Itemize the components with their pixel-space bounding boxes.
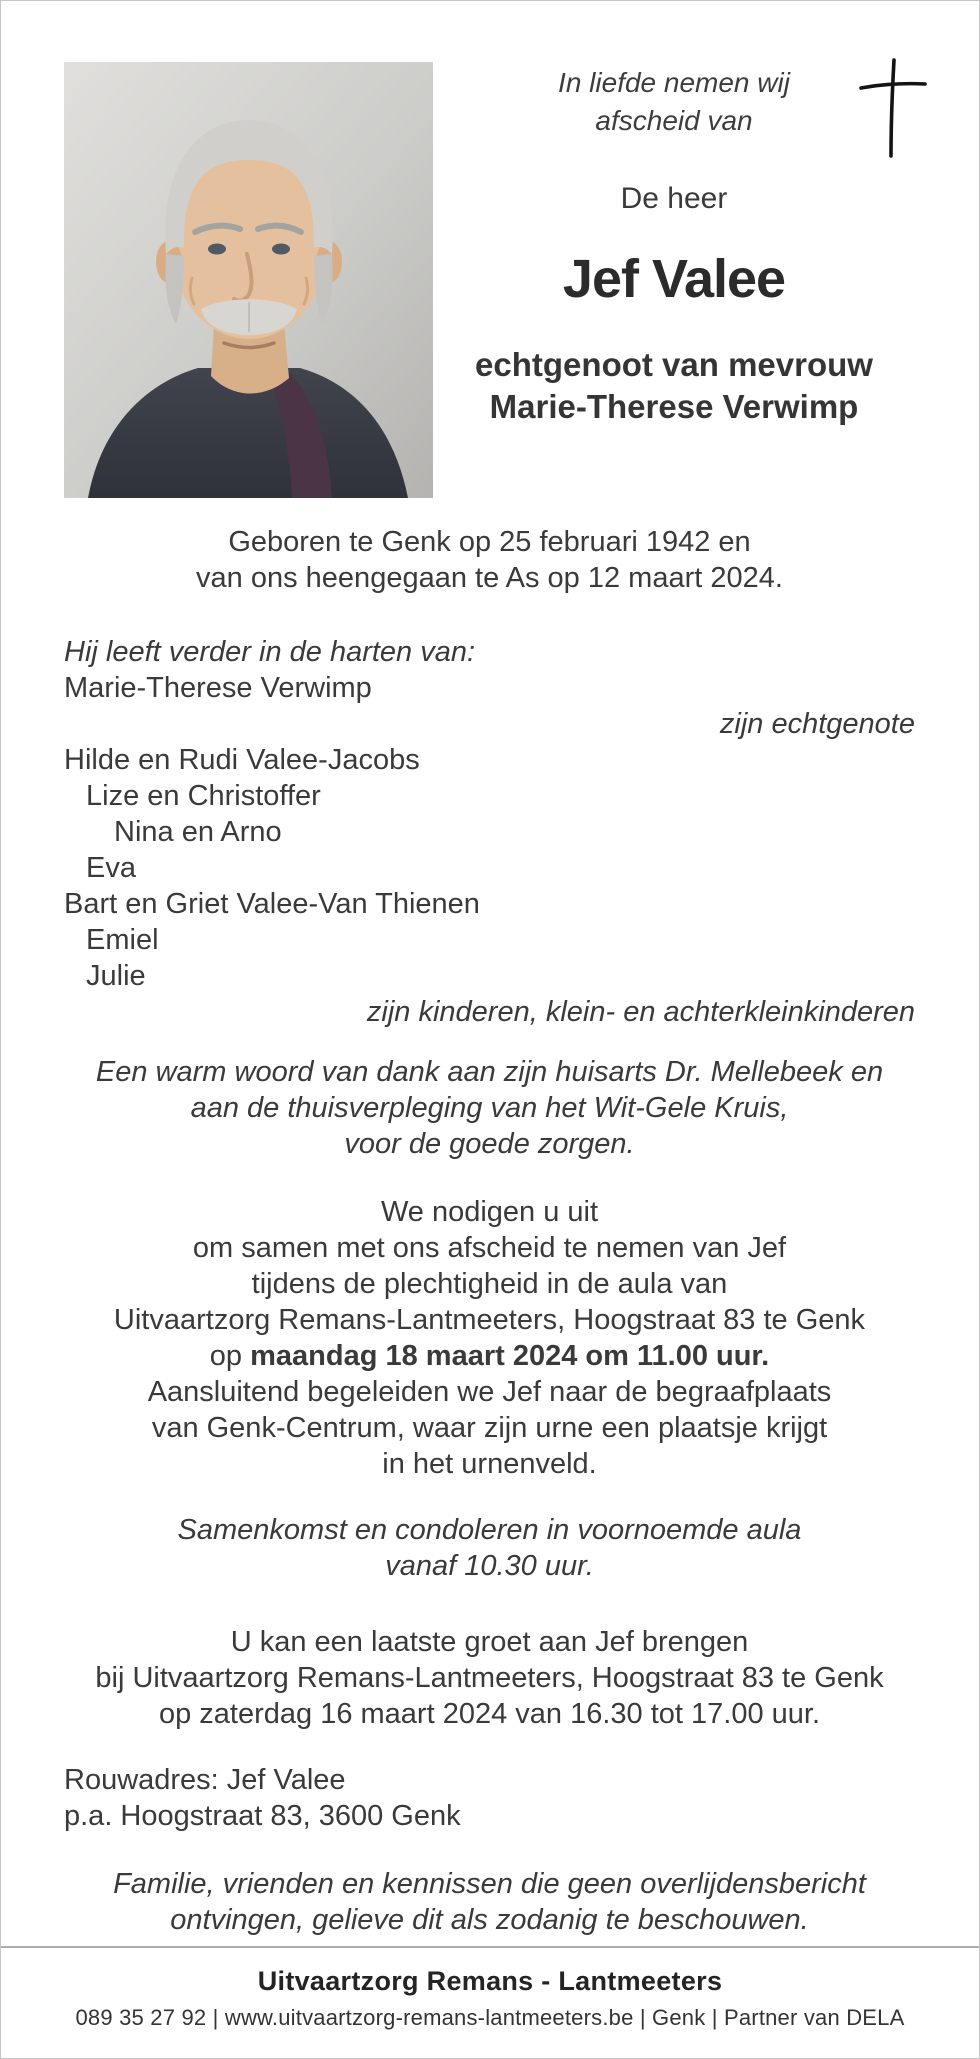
ceremony-line7: van Genk-Centrum, waar zijn urne een plaatsje krijgt <box>151 1412 828 1444</box>
farewell-intro-line1: In liefde nemen wij <box>558 67 790 98</box>
mourning-address-line2: p.a. Hoogstraat 83, 3600 Genk <box>64 1800 461 1832</box>
last-greeting-text <box>64 1624 915 1732</box>
notice-line2: ontvingen, gelieve dit als zodanig te beschouwen. <box>170 1904 809 1936</box>
birth-death-line1: Geboren te Genk op 25 februari 1942 en <box>228 526 751 558</box>
footer <box>1 1948 979 2032</box>
salutation: De heer <box>620 182 728 215</box>
spouse-block <box>433 344 915 428</box>
notice-text <box>64 1866 915 1938</box>
deceased-name: Jef Valee <box>562 249 786 309</box>
condolence-line1: Samenkomst en condoleren in voornoemde aula <box>177 1514 802 1546</box>
spouse-line1: echtgenoot van mevrouw <box>475 346 873 383</box>
header-section <box>1 1 979 498</box>
family-spouse-role: zijn echtgenote <box>719 708 915 740</box>
family-member: Hilde en Rudi Valee-Jacobs <box>64 744 420 776</box>
main-content <box>1 524 979 1938</box>
condolence-text <box>64 1512 915 1584</box>
ceremony-date-bold: maandag 18 maart 2024 om 11.00 uur. <box>250 1340 770 1372</box>
family-spouse-name: Marie-Therese Verwimp <box>64 672 372 704</box>
ceremony-line4: Uitvaartzorg Remans-Lantmeeters, Hoogstraat 83 te Genk <box>113 1304 866 1336</box>
spouse-line2: Marie-Therese Verwimp <box>489 388 859 425</box>
mourning-address <box>64 1762 915 1834</box>
header-text <box>433 62 915 498</box>
family-member: Emiel <box>86 924 159 956</box>
portrait-photo-illustration <box>64 62 433 498</box>
ceremony-line8: in het urnenveld. <box>382 1448 597 1480</box>
thanks-line2: aan de thuisverpleging van het Wit-Gele Kruis, <box>190 1092 789 1124</box>
birth-death-text <box>64 524 915 596</box>
family-member: Eva <box>86 852 136 884</box>
greeting-line2: bij Uitvaartzorg Remans-Lantmeeters, Hoogstraat 83 te Genk <box>95 1662 884 1694</box>
greeting-line1: U kan een laatste groet aan Jef brengen <box>230 1626 749 1658</box>
birth-death-line2: van ons heengegaan te As op 12 maart 2024. <box>196 562 783 594</box>
thanks-text <box>64 1054 915 1162</box>
ceremony-date-line <box>64 1338 915 1374</box>
ceremony-text <box>64 1194 915 1482</box>
farewell-intro-line2: afscheid van <box>595 105 753 136</box>
family-member: Bart en Griet Valee-Van Thienen <box>64 888 480 920</box>
notice-line1: Familie, vrienden en kennissen die geen overlijdensbericht <box>113 1868 866 1900</box>
cross-icon <box>853 57 931 159</box>
family-member: Nina en Arno <box>114 816 282 848</box>
ceremony-date-prefix: op <box>209 1340 251 1372</box>
funeral-home-contact: 089 35 27 92 | www.uitvaartzorg-remans-lantmeeters.be | Genk | Partner van DELA <box>75 2005 905 2030</box>
thanks-line3: voor de goede zorgen. <box>344 1128 635 1160</box>
ceremony-line1: We nodigen u uit <box>380 1196 599 1228</box>
family-member: Julie <box>86 960 146 992</box>
greeting-line3: op zaterdag 16 maart 2024 van 16.30 tot 17.00 uur. <box>158 1698 821 1730</box>
family-members-role: zijn kinderen, klein- en achterkleinkinderen <box>366 996 915 1028</box>
portrait-photo <box>64 62 433 498</box>
ceremony-line6: Aansluitend begeleiden we Jef naar de begraafplaats <box>147 1376 832 1408</box>
mourning-address-line1: Rouwadres: Jef Valee <box>64 1764 346 1796</box>
family-member: Lize en Christoffer <box>86 780 321 812</box>
funeral-home-name: Uitvaartzorg Remans - Lantmeeters <box>257 1966 723 1996</box>
family-intro: Hij leeft verder in de harten van: <box>64 636 476 668</box>
ceremony-line3: tijdens de plechtigheid in de aula van <box>251 1268 728 1300</box>
thanks-line1: Een warm woord van dank aan zijn huisarts Dr. Mellebeek en <box>95 1056 884 1088</box>
family-list <box>64 742 915 994</box>
condolence-line2: vanaf 10.30 uur. <box>385 1550 594 1582</box>
family-section <box>64 634 915 1030</box>
ceremony-line2: om samen met ons afscheid te nemen van Jef <box>192 1232 787 1264</box>
